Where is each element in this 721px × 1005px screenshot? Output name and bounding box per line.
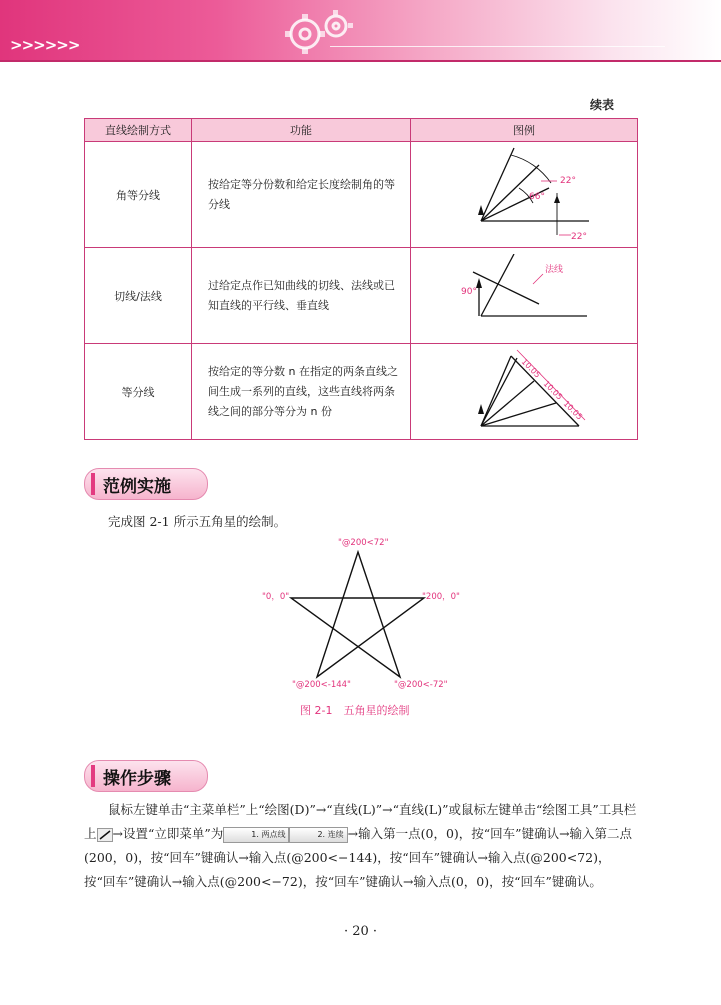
function-cell: 过给定点作已知曲线的切线、法线或已知直线的平行线、垂直线 [192, 248, 411, 344]
combo-line-type: 1. 两点线 [223, 827, 289, 843]
intro-text: 完成图 2-1 所示五角星的绘制。 [108, 514, 287, 529]
header-method: 直线绘制方式 [85, 119, 192, 142]
method-cell: 等分线 [85, 344, 192, 440]
table-row [85, 344, 638, 440]
tangent-normal-diagram [459, 254, 589, 334]
header-banner [0, 0, 721, 62]
section-title: 操作步骤 [103, 769, 171, 789]
label-second-point: "200，0" [422, 592, 460, 602]
table-row [85, 142, 638, 248]
function-cell: 按给定等分份数和给定长度绘制角的等分线 [192, 142, 411, 248]
diagram-label: 法线 [545, 265, 564, 275]
steps-part1: 鼠标左键单击“主菜单栏”上“绘图(D)”→“直线(L)”→“直线(L)”或鼠标左键单击“绘图工具”工具栏上 [84, 802, 637, 841]
steps-text [84, 798, 640, 894]
figure-caption: 图 2-1 五角星的绘制 [300, 704, 410, 717]
header-arrows: >>>>>> [10, 36, 80, 54]
table-header-row [85, 119, 638, 142]
section-heading-steps [84, 760, 208, 792]
section-heading-example [84, 468, 208, 500]
star-figure [240, 540, 480, 690]
method-cell: 角等分线 [85, 142, 192, 248]
section-heading-bar [91, 765, 95, 787]
diagram-label: 10.05 [519, 357, 543, 380]
example-cell [411, 344, 638, 440]
diagram-label: 10.05 [561, 399, 585, 422]
combo-continuous: 2. 连续 [289, 827, 347, 843]
diagram-label: 10.05 [541, 379, 565, 402]
header-example: 图例 [411, 119, 638, 142]
label-bottom-right-point: "@200<-72" [394, 680, 448, 690]
header-divider-thin [330, 46, 665, 47]
steps-part2: →设置“立即菜单”为 [112, 826, 224, 841]
diagram-label: 22° [571, 232, 587, 242]
diagram-label: 90° [461, 287, 477, 297]
section-heading-bar [91, 473, 95, 495]
page-number: · 20 · [343, 924, 378, 939]
header-function: 功能 [192, 119, 411, 142]
function-cell: 按给定的等分数 n 在指定的两条直线之间生成一系列的直线，这些直线将两条线之间的部分等分为 n 份 [192, 344, 411, 440]
continued-label: 续表 [590, 98, 615, 112]
section-title: 范例实施 [103, 477, 171, 497]
header-divider [0, 60, 721, 62]
diagram-label: 22° [560, 176, 576, 186]
line-tool-icon [97, 828, 113, 842]
example-cell [411, 142, 638, 248]
steps-part3: →输入第一点(0，0)，按“回车”键确认→输入第二点(200，0)，按“回车”键确认→输入点(@200<−144)，按“回车”键确认→输入点(@200<72)，按“回车”键确认→输入点(@200<−72)，按“回车”键确认→输入点(0，0)，按“回车”键确认。 [84, 826, 633, 889]
label-bottom-left-point: "@200<-144" [292, 680, 351, 690]
angle-bisector-diagram [459, 143, 589, 243]
star-shape [291, 552, 424, 677]
line-methods-table [84, 118, 638, 440]
label-top-point: "@200<72" [338, 538, 389, 548]
equal-division-diagram [459, 346, 589, 434]
gear-icon [270, 6, 370, 58]
diagram-label: 66° [529, 192, 545, 202]
method-cell: 切线/法线 [85, 248, 192, 344]
example-cell [411, 248, 638, 344]
label-origin-point: "0，0" [262, 592, 290, 602]
table-row [85, 248, 638, 344]
